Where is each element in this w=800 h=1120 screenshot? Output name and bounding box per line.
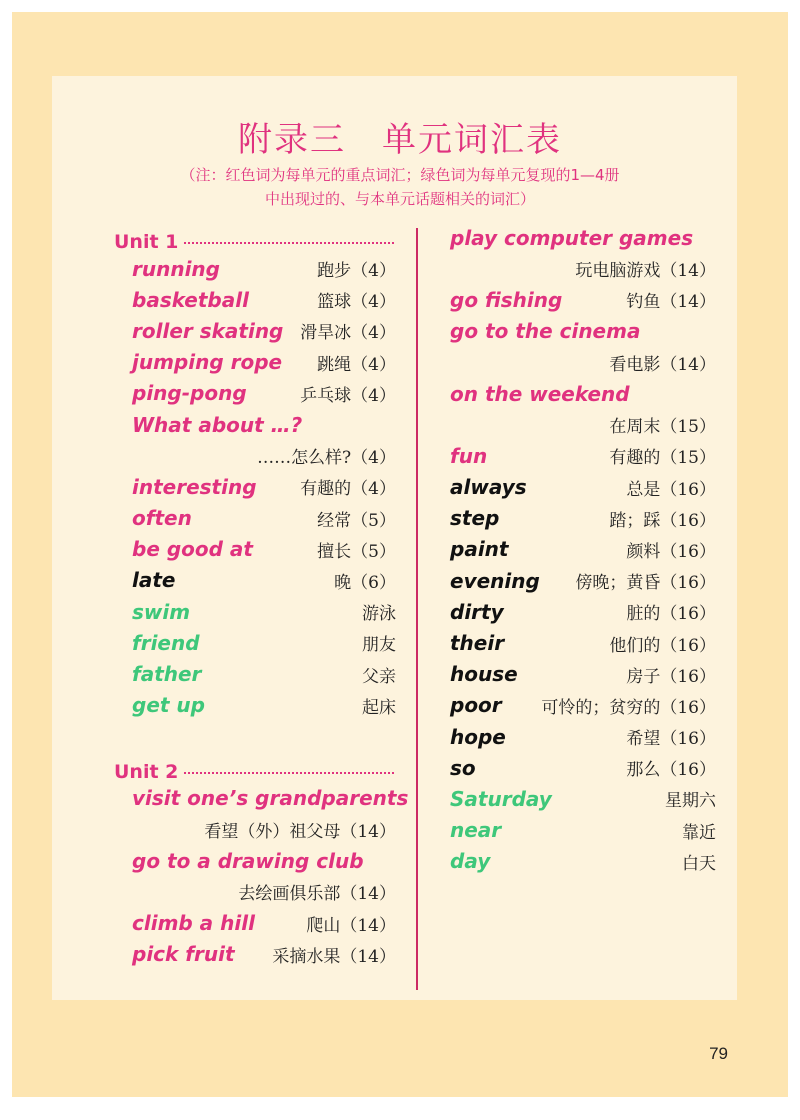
vocab-entry: [450, 503, 716, 534]
english-term: go fishing: [450, 287, 563, 312]
english-term: get up: [132, 693, 205, 718]
english-term: visit one’s grandparents: [132, 786, 409, 811]
chinese-meaning: 滑旱冰（4）: [300, 323, 396, 344]
vocab-entry: [112, 378, 396, 409]
english-term: basketball: [132, 287, 249, 312]
dotted-leader: [184, 772, 394, 774]
chinese-meaning: 靠近: [682, 822, 716, 843]
vocab-entry: [112, 503, 396, 534]
chinese-meaning: 房子（16）: [626, 666, 716, 687]
english-term: jumping rope: [132, 350, 283, 375]
page-title: 附录三 单元词汇表: [238, 120, 562, 160]
english-term: roller skating: [132, 318, 284, 343]
english-term: climb a hill: [132, 911, 255, 936]
english-term: Saturday: [450, 786, 552, 811]
chinese-meaning: 星期六: [665, 791, 716, 812]
vocab-entry: [450, 721, 716, 752]
english-term: running: [132, 256, 220, 281]
vocab-translation-row: [450, 409, 716, 440]
vocab-entry: [112, 658, 396, 689]
unit-label: Unit 1: [114, 231, 179, 253]
vocab-translation-row: [112, 440, 396, 471]
english-term: their: [450, 631, 505, 656]
vocab-entry: [450, 596, 716, 627]
vocab-entry: [450, 690, 716, 721]
vocab-entry: [112, 471, 396, 502]
chinese-meaning: 朋友: [362, 635, 396, 656]
chinese-meaning: 有趣的（15）: [609, 448, 716, 469]
vocab-entry: [450, 440, 716, 471]
english-term: be good at: [132, 537, 253, 562]
chinese-meaning: 看电影（14）: [609, 354, 716, 375]
chinese-meaning: 在周末（15）: [609, 417, 716, 438]
vocab-translation-row: [112, 876, 396, 907]
vocab-entry: [450, 627, 716, 658]
chinese-meaning: 跑步（4）: [317, 261, 396, 282]
english-term: interesting: [132, 474, 257, 499]
chinese-meaning: 踏；踩（16）: [609, 510, 716, 531]
chinese-meaning: 希望（16）: [626, 729, 716, 750]
vocab-entry: [112, 908, 396, 939]
vocab-entry: [450, 534, 716, 565]
chinese-meaning: ……怎么样?（4）: [257, 448, 396, 469]
chinese-meaning: 看望（外）祖父母（14）: [204, 822, 396, 843]
chinese-meaning: 去绘画俱乐部（14）: [238, 884, 396, 905]
chinese-meaning: 擅长（5）: [317, 541, 396, 562]
vocab-entry: [450, 472, 716, 503]
chinese-meaning: 脏的（16）: [626, 604, 716, 625]
vocab-entry: [450, 378, 716, 409]
english-term: so: [450, 755, 476, 780]
english-term: hope: [450, 724, 506, 749]
english-term: ping-pong: [132, 381, 247, 406]
english-term: play computer games: [450, 225, 694, 250]
english-term: evening: [450, 568, 540, 593]
unit-heading: [112, 222, 396, 253]
chinese-meaning: 跳绳（4）: [317, 354, 396, 375]
chinese-meaning: 可怜的；贫穷的（16）: [541, 697, 716, 718]
chinese-meaning: 爬山（14）: [306, 915, 396, 936]
english-term: go to the cinema: [450, 319, 641, 344]
english-term: dirty: [450, 599, 504, 624]
vocab-entry: [112, 783, 409, 814]
english-term: on the weekend: [450, 381, 630, 406]
vocab-entry: [112, 347, 396, 378]
vocab-column-left: [112, 222, 409, 970]
vocab-entry: [112, 565, 396, 596]
column-divider: [416, 228, 418, 990]
english-term: swim: [132, 599, 191, 624]
vocab-entry: [112, 534, 396, 565]
vocab-entry: [112, 284, 396, 315]
vocab-entry: [450, 846, 716, 877]
vocab-entry: [112, 253, 396, 284]
chinese-meaning: 总是（16）: [626, 479, 716, 500]
vocab-entry: [450, 659, 716, 690]
english-term: friend: [132, 630, 200, 655]
chinese-meaning: 他们的（16）: [609, 635, 716, 656]
chinese-meaning: 起床: [362, 697, 396, 718]
english-term: always: [450, 475, 527, 500]
chinese-meaning: 乒乓球（4）: [300, 385, 396, 406]
english-term: step: [450, 506, 500, 531]
chinese-meaning: 经常（5）: [317, 510, 396, 531]
dotted-leader: [184, 242, 394, 244]
vocab-entry: [450, 783, 716, 814]
chinese-meaning: 游泳: [362, 604, 396, 625]
chinese-meaning: 有趣的（4）: [300, 479, 396, 500]
english-term: go to a drawing club: [132, 848, 364, 873]
english-term: late: [132, 568, 176, 593]
chinese-meaning: 采摘水果（14）: [272, 946, 396, 967]
note-line-1: （注：红色词为每单元的重点词汇；绿色词为每单元复现的1—4册: [180, 166, 620, 184]
section-spacer: [112, 721, 396, 752]
english-term: near: [450, 818, 502, 843]
english-term: often: [132, 506, 192, 531]
vocab-entry: [112, 627, 396, 658]
vocab-entry: [450, 222, 716, 253]
english-term: fun: [450, 443, 488, 468]
vocab-entry: [112, 939, 396, 970]
english-term: father: [132, 662, 202, 687]
chinese-meaning: 玩电脑游戏（14）: [575, 261, 716, 282]
note-line-2: 中出现过的、与本单元话题相关的词汇）: [264, 190, 535, 208]
vocab-entry: [450, 565, 716, 596]
chinese-meaning: 篮球（4）: [317, 292, 396, 313]
vocab-entry: [450, 752, 716, 783]
english-term: poor: [450, 693, 502, 718]
vocab-translation-row: [450, 253, 716, 284]
vocab-entry: [112, 315, 396, 346]
chinese-meaning: 那么（16）: [626, 760, 716, 781]
chinese-meaning: 晚（6）: [334, 572, 396, 593]
vocab-entry: [450, 815, 716, 846]
vocab-translation-row: [450, 347, 716, 378]
vocab-entry: [112, 596, 396, 627]
chinese-meaning: 白天: [682, 853, 716, 874]
chinese-meaning: 父亲: [362, 666, 396, 687]
unit-heading: [112, 752, 396, 783]
chinese-meaning: 钓鱼（14）: [626, 292, 716, 313]
vocab-entry: [112, 409, 396, 440]
english-term: pick fruit: [132, 942, 235, 967]
vocab-translation-row: [112, 814, 396, 845]
english-term: What about …?: [132, 412, 303, 437]
vocab-entry: [450, 284, 716, 315]
vocab-column-right: [450, 222, 716, 877]
english-term: house: [450, 662, 518, 687]
chinese-meaning: 傍晚；黄昏（16）: [575, 573, 716, 594]
english-term: day: [450, 849, 491, 874]
vocab-entry: [112, 690, 396, 721]
english-term: paint: [450, 537, 509, 562]
vocab-entry: [450, 316, 716, 347]
unit-label: Unit 2: [114, 760, 179, 783]
vocab-entry: [112, 845, 396, 876]
page-number: 79: [709, 1044, 728, 1063]
chinese-meaning: 颜料（16）: [626, 541, 716, 562]
